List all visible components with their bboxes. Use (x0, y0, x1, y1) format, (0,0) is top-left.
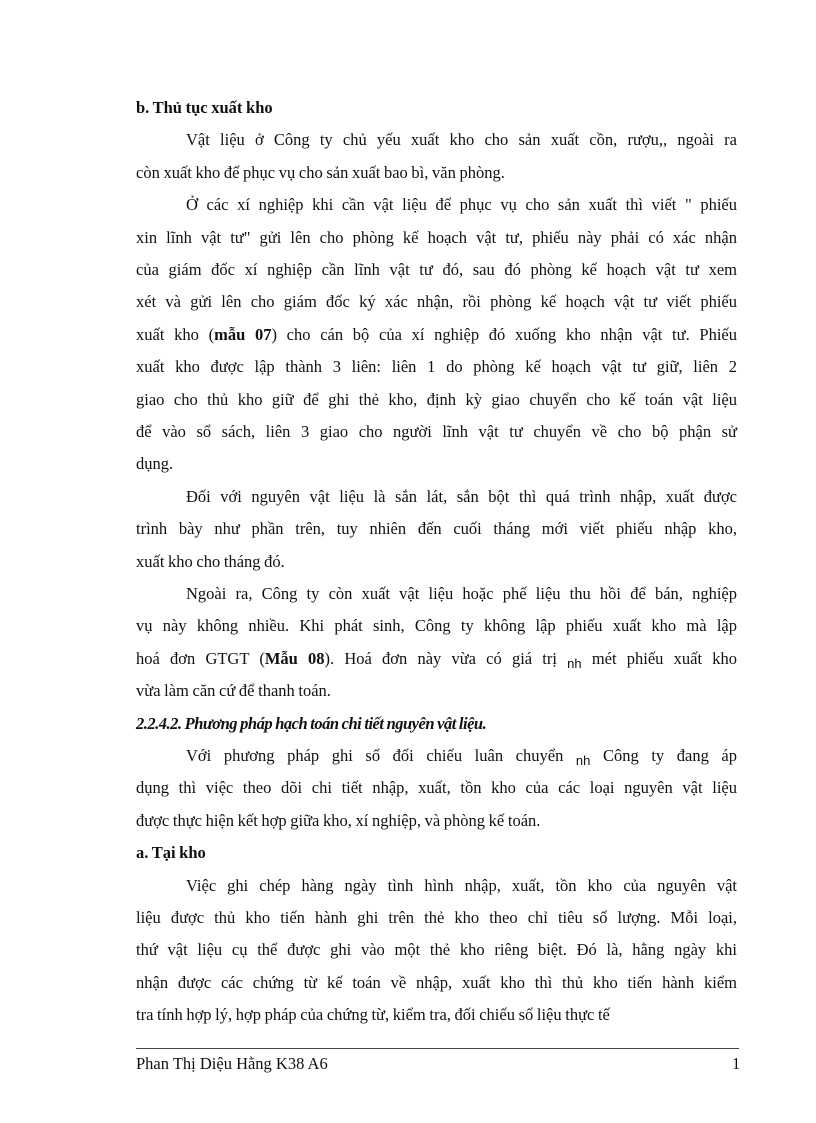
text-line (136, 968, 737, 998)
text-segment: vụ này không nhiều. Khi phát sinh, Công ty không lập phiếu xuất kho mà lập (136, 616, 737, 636)
page-number: 1 (732, 1054, 741, 1073)
text-segment: Việc ghi chép hàng ngày tình hình nhập, xuất, tồn kho của nguyên vật (186, 875, 737, 895)
text-line (136, 1000, 737, 1030)
text-segment: dụng. (136, 454, 174, 474)
text-line (136, 514, 737, 544)
text-segment: tra tính hợp lý, hợp pháp của chứng từ, kiểm tra, đối chiếu số liệu thực tế (136, 1005, 610, 1025)
text-segment: b. Thủ tục xuất kho (136, 98, 273, 117)
text-segment: dụng thì việc theo dõi chi tiết nhập, xuất, tồn kho của các loại nguyên vật liệu (136, 778, 737, 798)
text-segment: mét phiếu xuất kho (581, 648, 737, 668)
text-segment: liệu được thủ kho tiến hành ghi trên thẻ kho theo chỉ tiêu số lượng. Mỗi loại, (136, 908, 737, 927)
text-segment: Vật liệu ở Công ty chủ yếu xuất kho cho sản xuất cồn, rượu,, ngoài ra (186, 130, 737, 150)
text-segment: Đối với nguyên vật liệu là sắn lát, sắn bột thì quá trình nhập, xuất được (186, 486, 737, 506)
text-line (136, 158, 737, 188)
text-line (136, 935, 737, 965)
text-line (136, 611, 737, 641)
text-segment: vừa làm căn cứ để thanh toán. (136, 681, 331, 701)
text-segment: của giám đốc xí nghiệp cần lĩnh vật tư đó, sau đó phòng kế hoạch vật tư xem (136, 260, 737, 279)
text-segment: Công ty đang áp (590, 746, 737, 765)
text-line (186, 579, 737, 609)
text-segment: trình bày như phần trên, tuy nhiên đến cuối tháng mới viết phiếu nhập kho, (136, 519, 737, 539)
text-line (186, 741, 737, 771)
text-line (136, 773, 737, 803)
text-segment: nh (575, 753, 591, 768)
text-segment: xuất kho ( (136, 324, 215, 344)
section-heading (136, 838, 737, 868)
text-segment: còn xuất kho để phục vụ cho sản xuất bao bì, văn phòng. (136, 162, 505, 182)
text-segment: thứ vật liệu cụ thể được ghi vào một thẻ kho riêng biệt. Đó là, hằng ngày khi (136, 940, 737, 960)
text-line (186, 871, 737, 901)
footer-author: Phan Thị Diệu Hằng K38 A6 (136, 1054, 328, 1073)
section-heading (136, 709, 737, 739)
text-segment: giao cho thủ kho giữ để ghi thẻ kho, định kỳ giao chuyển cho kế toán vật liệu (136, 389, 737, 409)
text-segment: ). Hoá đơn này vừa có giá trị (324, 648, 568, 668)
section-heading (136, 93, 737, 123)
text-segment: Ngoài ra, Công ty còn xuất vật liệu hoặc phế liệu thu hồi để bán, nghiệp (186, 584, 737, 603)
text-segment: 2.2.4.2. Phương pháp hạch toán chi tiết nguyên vật liệu. (136, 713, 487, 733)
text-line (136, 903, 737, 933)
text-segment: nhận được các chứng từ kế toán về nhập, xuất kho thì thủ kho tiến hành kiểm (136, 972, 737, 992)
text-line (136, 644, 737, 674)
text-segment: xin lĩnh vật tư" gửi lên cho phòng kế hoạch vật tư, phiếu này phải có xác nhận (136, 227, 737, 247)
text-segment: Ở các xí nghiệp khi cần vật liệu để phục vụ cho sản xuất thì viết " phiếu (186, 195, 737, 215)
text-line (136, 223, 737, 253)
text-line (136, 449, 737, 479)
footer-divider (136, 1048, 739, 1049)
text-line (186, 125, 737, 155)
text-segment: nh (567, 655, 582, 671)
text-line (136, 352, 737, 382)
text-segment: để vào sổ sách, liên 3 giao cho người lĩnh vật tư chuyển về cho bộ phận sử (136, 422, 737, 441)
text-segment: xét và gửi lên cho giám đốc ký xác nhận, rồi phòng kế hoạch vật tư viết phiếu (136, 292, 737, 312)
text-segment: xuất kho cho tháng đó. (136, 551, 285, 571)
text-line (136, 676, 737, 706)
text-line (136, 417, 737, 447)
text-segment: ) cho cán bộ của xí nghiệp đó xuống kho nhận vật tư. Phiếu (271, 324, 738, 344)
text-line (186, 190, 737, 220)
text-segment: hoá đơn GTGT ( (136, 648, 265, 668)
bold-reference: mẫu 07 (214, 324, 272, 344)
text-segment: a. Tại kho (136, 843, 206, 863)
text-segment: xuất kho được lập thành 3 liên: liên 1 do phòng kế hoạch vật tư giữ, liên 2 (136, 357, 737, 377)
text-segment: Với phương pháp ghi sổ đối chiếu luân chuyển (186, 746, 576, 765)
text-line (136, 547, 737, 577)
text-line (186, 482, 737, 512)
text-line (136, 385, 737, 415)
text-line (136, 255, 737, 285)
text-line (136, 320, 737, 350)
text-line (136, 287, 737, 317)
text-segment: được thực hiện kết hợp giữa kho, xí nghiệp, và phòng kế toán. (136, 810, 541, 830)
bold-reference: Mẫu 08 (264, 648, 325, 668)
text-line (136, 806, 737, 836)
